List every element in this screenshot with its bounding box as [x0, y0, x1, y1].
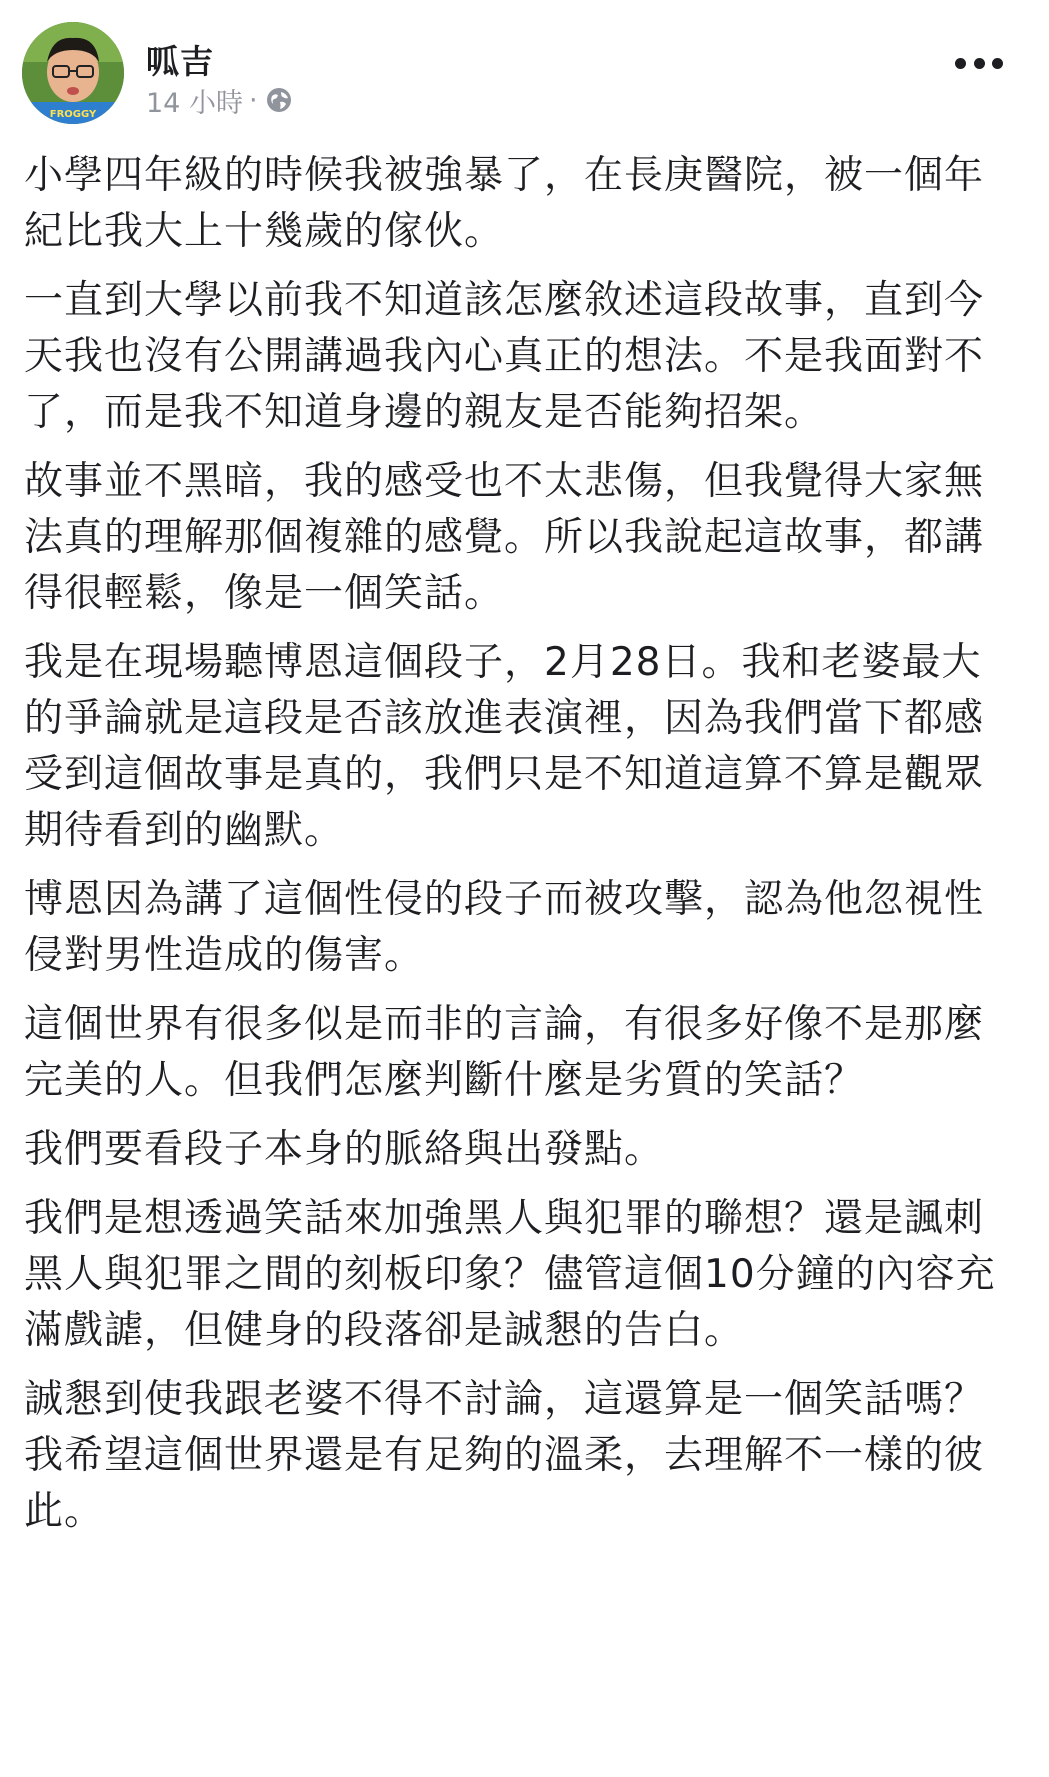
author-avatar[interactable] [22, 22, 124, 124]
post-paragraph: 這個世界有很多似是而非的言論，有很多好像不是那麼完美的人。但我們怎麼判斷什麼是劣質的笑話？ [24, 1002, 985, 1103]
post-paragraph: 我是在現場聽博恩這個段子，2月28日。我和老婆最大的爭論就是這段是否該放進表演裡，因為我們當下都感受到這個故事是真的，我們只是不知道這算不算是觀眾期待看到的幽默。 [24, 640, 985, 853]
post-paragraph: 我們是想透過笑話來加強黑人與犯罪的聯想？還是諷刺黑人與犯罪之間的刻板印象？儘管這個10分鐘的內容充滿戲謔，但健身的段落卻是誠懇的告白。 [24, 1196, 996, 1353]
more-options-icon-dot [974, 58, 985, 69]
more-options-button[interactable] [955, 50, 1003, 76]
post-paragraph: 博恩因為講了這個性侵的段子而被攻擊，認為他忽視性侵對男性造成的傷害。 [24, 877, 985, 978]
svg-text:FROGGY: FROGGY [49, 109, 97, 120]
post-paragraph: 故事並不黑暗，我的感受也不太悲傷，但我覺得大家無法真的理解那個複雜的感覺。所以我說起這故事，都講得很輕鬆，像是一個笑話。 [24, 459, 985, 616]
globe-icon[interactable] [266, 87, 292, 113]
post-body [24, 148, 1014, 1553]
post-paragraph: 小學四年級的時候我被強暴了，在長庚醫院，被一個年紀比我大上十幾歲的傢伙。 [24, 153, 985, 254]
post-header [0, 0, 1049, 140]
post-time[interactable]: 14 小時 [146, 87, 243, 119]
post-paragraph: 我們要看段子本身的脈絡與出發點。 [24, 1127, 665, 1172]
post-paragraph: 一直到大學以前我不知道該怎麼敘述這段故事，直到今天我也沒有公開講過我內心真正的想法。不是我面對不了，而是我不知道身邊的親友是否能夠招架。 [24, 278, 985, 435]
avatar-image [22, 22, 124, 124]
more-options-icon-dot [955, 58, 966, 69]
meta-separator: · [248, 84, 258, 116]
more-options-icon-dot [992, 58, 1003, 69]
post-meta [146, 82, 292, 118]
post-paragraph: 誠懇到使我跟老婆不得不討論，這還算是一個笑話嗎？我希望這個世界還是有足夠的溫柔，去理解不一樣的彼此。 [24, 1377, 985, 1534]
author-name[interactable]: 呱吉 [146, 42, 214, 81]
